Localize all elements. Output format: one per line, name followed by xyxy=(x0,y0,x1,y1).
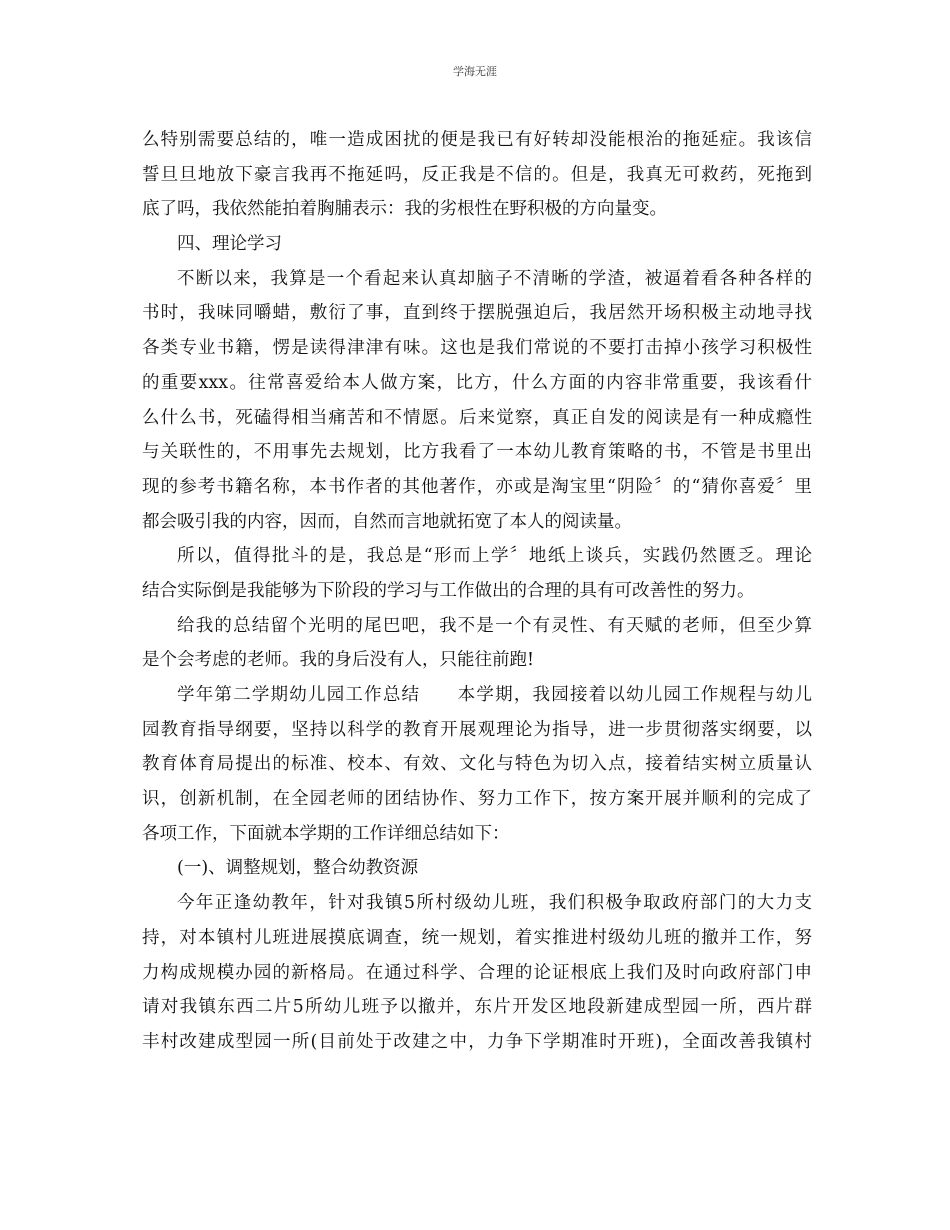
document-body xyxy=(142,123,812,1060)
text-line: 现的参考书籍名称，本书作者的其他著作，亦或是淘宝里“阴险〞的“猜你喜爱〞里 xyxy=(142,476,812,497)
text-line: 各类专业书籍，愣是读得津津有味。这也是我们常说的不要打击掉小孩学习积极性 xyxy=(142,338,812,359)
text-line: 么什么书，死磕得相当痛苦和不情愿。后来觉察，真正自发的阅读是有一种成瘾性 xyxy=(142,407,812,428)
text-line: 书时，我味同嚼蜡，敷衍了事，直到终于摆脱强迫后，我居然开场积极主动地寻找 xyxy=(142,303,812,324)
text-line: 所以，值得批斗的是，我总是“形而上学〞地纸上谈兵，实践仍然匮乏。理论 xyxy=(177,546,812,567)
text-line: 不断以来，我算是一个看起来认真却脑子不清晰的学渣，被逼着看各种各样的 xyxy=(177,268,812,289)
section-heading: (一)、调整规划，整合幼教资源 xyxy=(177,858,419,879)
text-line: 各项工作，下面就本学期的工作详细总结如下： xyxy=(142,823,510,844)
text-line: 识，创新机制，在全园老师的团结协作、努力工作下，按方案开展并顺利的完成了 xyxy=(142,789,812,810)
page-header: 学海无涯 xyxy=(453,65,497,78)
text-line: 底了吗，我依然能拍着胸脯表示：我的劣根性在野积极的方向量变。 xyxy=(142,199,667,220)
text-line: 今年正逢幼教年，针对我镇5所村级幼儿班，我们积极争取政府部门的大力支 xyxy=(177,893,812,914)
text-line: 园教育指导纲要，坚持以科学的教育开展观理论为指导，进一步贯彻落实纲要，以 xyxy=(142,719,812,740)
text-line: 请对我镇东西二片5所幼儿班予以撤并，东片开发区地段新建成型园一所，西片群 xyxy=(142,997,812,1018)
text-line: 学年第二学期幼儿园工作总结 本学期，我园接着以幼儿园工作规程与幼儿 xyxy=(177,685,812,705)
text-line: 持，对本镇村儿班进展摸底调查，统一规划，着实推进村级幼儿班的撤并工作，努 xyxy=(142,927,812,948)
text-line: 教育体育局提出的标准、校本、有效、文化与特色为切入点，接着结实树立质量认 xyxy=(142,754,812,775)
text-line: 是个会考虑的老师。我的身后没有人，只能往前跑! xyxy=(142,650,535,671)
text-line: 么特别需要总结的，唯一造成困扰的便是我已有好转却没能根治的拖延症。我该信 xyxy=(142,130,812,150)
text-line: 丰村改建成型园一所(目前处于改建之中，力争下学期准时开班)，全面改善我镇村 xyxy=(142,1031,812,1052)
text-line: 给我的总结留个光明的尾巴吧，我不是一个有灵性、有天赋的老师，但至少算 xyxy=(177,615,812,636)
text-line: 的重要xxx。往常喜爱给本人做方案，比方，什么方面的内容非常重要，我该看什 xyxy=(142,372,812,393)
text-line: 誓旦旦地放下豪言我再不拖延吗，反正我是不信的。但是，我真无可救药，死拖到 xyxy=(142,164,812,185)
text-line: 结合实际倒是我能够为下阶段的学习与工作做出的合理的具有可改善性的努力。 xyxy=(142,580,755,601)
section-heading: 四、理论学习 xyxy=(177,234,282,255)
text-line: 都会吸引我的内容，因而，自然而言地就拓宽了本人的阅读量。 xyxy=(142,511,632,532)
text-line: 力构成规模办园的新格局。在通过科学、合理的论证根底上我们及时向政府部门申 xyxy=(142,962,812,983)
text-line: 与关联性的，不用事先去规划，比方我看了一本幼儿教育策略的书，不管是书里出 xyxy=(142,442,812,463)
